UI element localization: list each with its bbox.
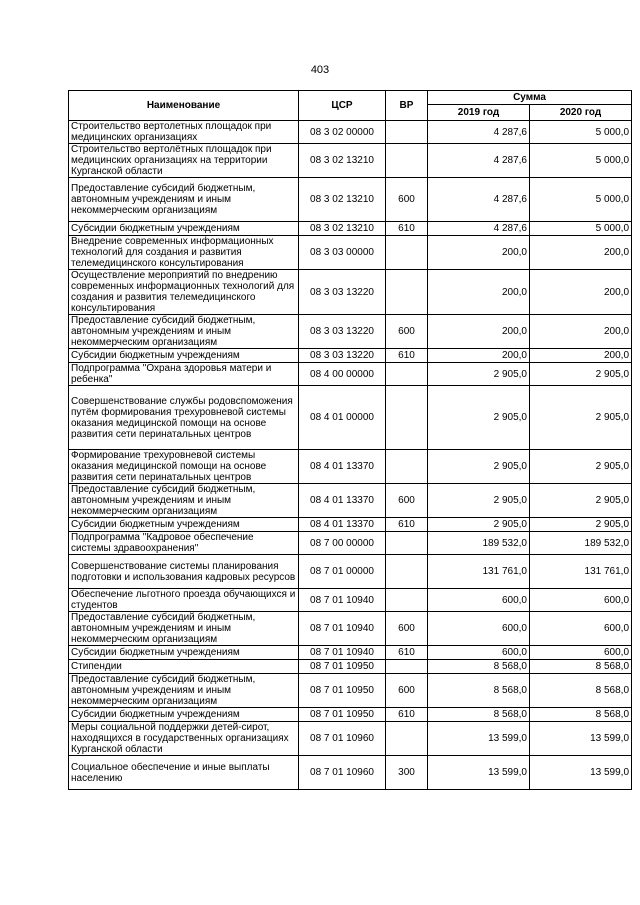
row-csr: 08 3 02 13210 [299,144,386,178]
row-csr: 08 3 02 00000 [299,121,386,144]
row-name: Социальное обеспечение и иные выплаты населению [69,756,299,790]
table-row [69,222,632,236]
row-csr: 08 7 01 10960 [299,722,386,756]
row-vr: 600 [386,612,428,646]
row-amount-2020: 2 905,0 [530,363,632,386]
row-amount-2020: 600,0 [530,646,632,660]
row-amount-2019: 8 568,0 [428,660,530,674]
row-vr [386,555,428,589]
table-row [69,589,632,612]
header-csr: ЦСР [299,91,386,121]
row-name: Субсидии бюджетным учреждениям [69,518,299,532]
row-vr: 600 [386,315,428,349]
header-year-2020: 2020 год [530,105,632,121]
row-vr [386,386,428,450]
row-vr: 610 [386,349,428,363]
row-csr: 08 7 01 10950 [299,708,386,722]
row-name: Субсидии бюджетным учреждениям [69,349,299,363]
row-amount-2019: 4 287,6 [428,144,530,178]
row-amount-2020: 13 599,0 [530,756,632,790]
page-number: 403 [310,64,330,76]
row-name: Совершенствование службы родовспоможения путём формирования трехуровневой системы оказания медицинской помощи на основе развития сети перинатальных центров [69,386,299,450]
row-csr: 08 3 02 13210 [299,222,386,236]
row-amount-2020: 13 599,0 [530,722,632,756]
header-year-2019: 2019 год [428,105,530,121]
row-name: Подпрограмма "Охрана здоровья матери и ребенка" [69,363,299,386]
row-name: Внедрение современных информационных технологий для создания и развития телемедицинского консультирования [69,236,299,270]
row-name: Предоставление субсидий бюджетным, автономным учреждениям и иным некоммерческим организациям [69,178,299,222]
table-row [69,450,632,484]
row-amount-2019: 4 287,6 [428,222,530,236]
table-row [69,315,632,349]
row-name: Формирование трехуровневой системы оказания медицинской помощи на основе развития сети перинатальных центров [69,450,299,484]
table-row [69,484,632,518]
table-row [69,121,632,144]
row-name: Обеспечение льготного проезда обучающихся и студентов [69,589,299,612]
row-csr: 08 7 00 00000 [299,532,386,555]
table-row [69,722,632,756]
budget-table [68,90,632,790]
table-row [69,518,632,532]
table-row [69,178,632,222]
row-name: Предоставление субсидий бюджетным, автономным учреждениям и иным некоммерческим организациям [69,315,299,349]
row-amount-2019: 2 905,0 [428,450,530,484]
row-vr [386,450,428,484]
row-amount-2020: 2 905,0 [530,518,632,532]
row-amount-2020: 200,0 [530,270,632,315]
row-vr [386,722,428,756]
table-row [69,144,632,178]
header-sum: Сумма [428,91,632,105]
row-amount-2019: 600,0 [428,612,530,646]
row-amount-2019: 600,0 [428,646,530,660]
row-csr: 08 7 01 00000 [299,555,386,589]
row-vr [386,532,428,555]
table-row [69,270,632,315]
row-amount-2019: 4 287,6 [428,178,530,222]
table-header [69,91,632,121]
row-vr: 610 [386,646,428,660]
row-amount-2019: 13 599,0 [428,756,530,790]
table-body [69,121,632,790]
row-amount-2020: 5 000,0 [530,144,632,178]
row-csr: 08 4 01 13370 [299,450,386,484]
row-vr: 610 [386,222,428,236]
table-row [69,612,632,646]
row-name: Осуществление мероприятий по внедрению современных информационных технологий для создания и развития телемедицинского консультирования [69,270,299,315]
row-amount-2020: 8 568,0 [530,660,632,674]
table-row [69,532,632,555]
row-csr: 08 7 01 10940 [299,612,386,646]
row-name: Предоставление субсидий бюджетным, автономным учреждениям и иным некоммерческим организациям [69,612,299,646]
row-amount-2019: 2 905,0 [428,386,530,450]
row-amount-2020: 600,0 [530,589,632,612]
row-amount-2019: 131 761,0 [428,555,530,589]
row-csr: 08 7 01 10950 [299,674,386,708]
row-csr: 08 4 01 00000 [299,386,386,450]
row-amount-2020: 200,0 [530,315,632,349]
row-name: Меры социальной поддержки детей-сирот, находящихся в государственных организациях Курганской области [69,722,299,756]
row-name: Строительство вертолетных площадок при медицинских организациях [69,121,299,144]
row-amount-2019: 4 287,6 [428,121,530,144]
row-amount-2020: 200,0 [530,349,632,363]
row-vr [386,363,428,386]
row-csr: 08 7 01 10960 [299,756,386,790]
row-amount-2019: 200,0 [428,315,530,349]
header-name: Наименование [69,91,299,121]
row-vr: 300 [386,756,428,790]
row-name: Субсидии бюджетным учреждениям [69,708,299,722]
row-amount-2019: 2 905,0 [428,518,530,532]
row-csr: 08 4 00 00000 [299,363,386,386]
row-name: Предоставление субсидий бюджетным, автономным учреждениям и иным некоммерческим организациям [69,674,299,708]
row-amount-2019: 8 568,0 [428,674,530,708]
table-row [69,236,632,270]
row-amount-2020: 2 905,0 [530,386,632,450]
row-vr [386,144,428,178]
row-csr: 08 7 01 10940 [299,646,386,660]
row-name: Субсидии бюджетным учреждениям [69,222,299,236]
row-vr [386,589,428,612]
row-amount-2019: 200,0 [428,270,530,315]
table-row [69,363,632,386]
row-csr: 08 3 03 13220 [299,270,386,315]
row-amount-2020: 600,0 [530,612,632,646]
row-amount-2020: 5 000,0 [530,178,632,222]
row-name: Совершенствование системы планирования подготовки и использования кадровых ресурсов [69,555,299,589]
table-row [69,349,632,363]
table-row [69,646,632,660]
row-amount-2019: 600,0 [428,589,530,612]
table-row [69,756,632,790]
row-csr: 08 3 03 13220 [299,315,386,349]
table-row [69,555,632,589]
row-amount-2020: 8 568,0 [530,708,632,722]
row-amount-2020: 200,0 [530,236,632,270]
row-csr: 08 4 01 13370 [299,484,386,518]
row-amount-2020: 189 532,0 [530,532,632,555]
row-csr: 08 3 03 00000 [299,236,386,270]
row-vr: 610 [386,518,428,532]
row-name: Подпрограмма "Кадровое обеспечение системы здравоохранения" [69,532,299,555]
row-name: Стипендии [69,660,299,674]
row-name: Субсидии бюджетным учреждениям [69,646,299,660]
row-name: Строительство вертолётных площадок при медицинских организациях на территории Курганской области [69,144,299,178]
table-row [69,386,632,450]
row-amount-2019: 200,0 [428,349,530,363]
row-amount-2020: 8 568,0 [530,674,632,708]
row-amount-2020: 5 000,0 [530,222,632,236]
row-amount-2019: 2 905,0 [428,484,530,518]
row-csr: 08 7 01 10950 [299,660,386,674]
row-vr: 600 [386,178,428,222]
row-vr [386,660,428,674]
row-csr: 08 3 03 13220 [299,349,386,363]
row-csr: 08 7 01 10940 [299,589,386,612]
row-amount-2019: 2 905,0 [428,363,530,386]
row-csr: 08 3 02 13210 [299,178,386,222]
table-row [69,660,632,674]
row-vr [386,270,428,315]
row-amount-2020: 131 761,0 [530,555,632,589]
row-vr: 610 [386,708,428,722]
header-vr: ВР [386,91,428,121]
table-row [69,674,632,708]
row-amount-2020: 2 905,0 [530,450,632,484]
row-amount-2019: 200,0 [428,236,530,270]
row-amount-2019: 8 568,0 [428,708,530,722]
row-csr: 08 4 01 13370 [299,518,386,532]
row-amount-2019: 189 532,0 [428,532,530,555]
row-vr: 600 [386,674,428,708]
row-amount-2019: 13 599,0 [428,722,530,756]
row-amount-2020: 5 000,0 [530,121,632,144]
row-name: Предоставление субсидий бюджетным, автономным учреждениям и иным некоммерческим организациям [69,484,299,518]
row-vr: 600 [386,484,428,518]
row-vr [386,121,428,144]
table-row [69,708,632,722]
row-vr [386,236,428,270]
row-amount-2020: 2 905,0 [530,484,632,518]
